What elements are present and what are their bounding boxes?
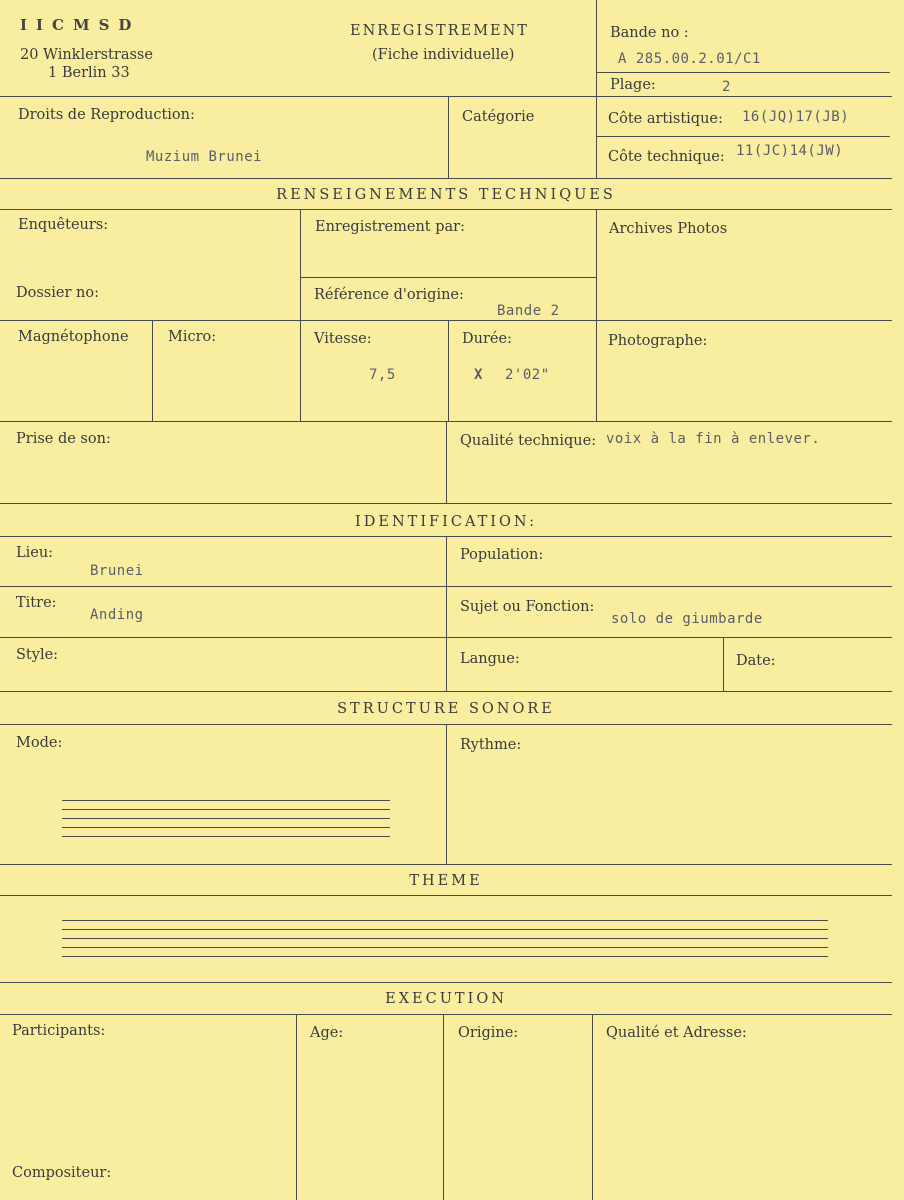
staff-line: [62, 956, 828, 957]
droits-value: Muzium Brunei: [146, 149, 263, 165]
staff-line: [62, 800, 390, 801]
rule: [446, 421, 447, 503]
lieu-value: Brunei: [90, 563, 144, 579]
titre-value: Anding: [90, 607, 144, 623]
age-label: Age:: [310, 1025, 344, 1041]
section-title-identification: IDENTIFICATION:: [355, 514, 537, 530]
cote-technique-label: Côte technique:: [608, 149, 725, 165]
micro-label: Micro:: [168, 329, 217, 345]
droits-label: Droits de Reproduction:: [18, 107, 195, 123]
rule: [152, 320, 153, 421]
langue-label: Langue:: [460, 651, 520, 667]
staff-line: [62, 809, 390, 810]
magnetophone-label: Magnétophone: [18, 329, 129, 345]
population-label: Population:: [460, 547, 544, 563]
bande-label: Bande no :: [610, 25, 689, 41]
rule: [0, 864, 892, 865]
cote-technique-value: 11(JC)14(JW): [736, 143, 844, 159]
sujet-value: solo de giumbarde: [611, 611, 763, 627]
rule: [0, 691, 892, 692]
cote-artistique-value: 16(JQ)17(JB): [742, 109, 850, 125]
rule: [0, 1014, 892, 1015]
rule: [443, 1014, 444, 1200]
rule: [592, 1014, 593, 1200]
participants-label: Participants:: [12, 1023, 106, 1039]
section-title-structure: STRUCTURE SONORE: [337, 701, 555, 717]
qualite-technique-label: Qualité technique:: [460, 433, 597, 449]
section-title-theme: THEME: [409, 873, 483, 889]
photographe-label: Photographe:: [608, 333, 708, 349]
reference-value: Bande 2: [497, 303, 560, 319]
form-title: ENREGISTREMENT: [350, 23, 529, 39]
cote-artistique-label: Côte artistique:: [608, 111, 723, 127]
vitesse-value: 7,5: [369, 367, 396, 383]
date-label: Date:: [736, 653, 776, 669]
rule: [0, 320, 892, 321]
sujet-label: Sujet ou Fonction:: [460, 599, 595, 615]
rule: [296, 1014, 297, 1200]
mode-label: Mode:: [16, 735, 63, 751]
rule: [596, 72, 890, 73]
staff-line: [62, 836, 390, 837]
origine-label: Origine:: [458, 1025, 519, 1041]
staff-line: [62, 827, 390, 828]
rule: [0, 178, 892, 179]
rule: [300, 209, 301, 421]
rythme-label: Rythme:: [460, 737, 522, 753]
staff-line: [62, 938, 828, 939]
rule: [0, 503, 892, 504]
rule: [596, 136, 890, 137]
rule: [0, 982, 892, 983]
duree-label: Durée:: [462, 331, 512, 347]
rule: [448, 96, 449, 178]
form-subtitle: (Fiche individuelle): [372, 47, 515, 63]
duree-value: 2'02": [505, 367, 550, 383]
style-label: Style:: [16, 647, 59, 663]
section-title-execution: EXECUTION: [385, 991, 507, 1007]
staff-line: [62, 947, 828, 948]
rule: [0, 96, 892, 97]
duree-mark: X: [474, 367, 483, 383]
enregistrement-par-label: Enregistrement par:: [315, 219, 465, 235]
staff-line: [62, 920, 828, 921]
rule: [0, 209, 892, 210]
rule: [596, 209, 597, 421]
plage-value: 2: [722, 79, 731, 95]
rule: [0, 895, 892, 896]
dossier-label: Dossier no:: [16, 285, 99, 301]
rule: [448, 320, 449, 421]
staff-line: [62, 818, 390, 819]
institute-logo: IICMSD: [20, 16, 141, 34]
section-title-technique: RENSEIGNEMENTS TECHNIQUES: [276, 187, 616, 203]
compositeur-label: Compositeur:: [12, 1165, 112, 1181]
archives-photos-label: Archives Photos: [609, 221, 728, 237]
categorie-label: Catégorie: [462, 109, 535, 125]
address-line: 20 Winklerstrasse: [20, 47, 153, 63]
rule: [300, 277, 596, 278]
address-line: 1 Berlin 33: [48, 65, 130, 81]
plage-label: Plage:: [610, 77, 656, 93]
staff-line: [62, 929, 828, 930]
titre-label: Titre:: [16, 595, 57, 611]
rule: [446, 724, 447, 864]
vitesse-label: Vitesse:: [314, 331, 372, 347]
enqueteurs-label: Enquêteurs:: [18, 217, 109, 233]
qualite-technique-value: voix à la fin à enlever.: [606, 431, 821, 447]
bande-value: A 285.00.2.01/C1: [618, 51, 761, 67]
prise-de-son-label: Prise de son:: [16, 431, 111, 447]
lieu-label: Lieu:: [16, 545, 54, 561]
rule: [446, 536, 447, 691]
reference-label: Référence d'origine:: [314, 287, 464, 303]
qualite-adresse-label: Qualité et Adresse:: [606, 1025, 747, 1041]
rule: [723, 637, 724, 691]
rule: [596, 0, 597, 178]
